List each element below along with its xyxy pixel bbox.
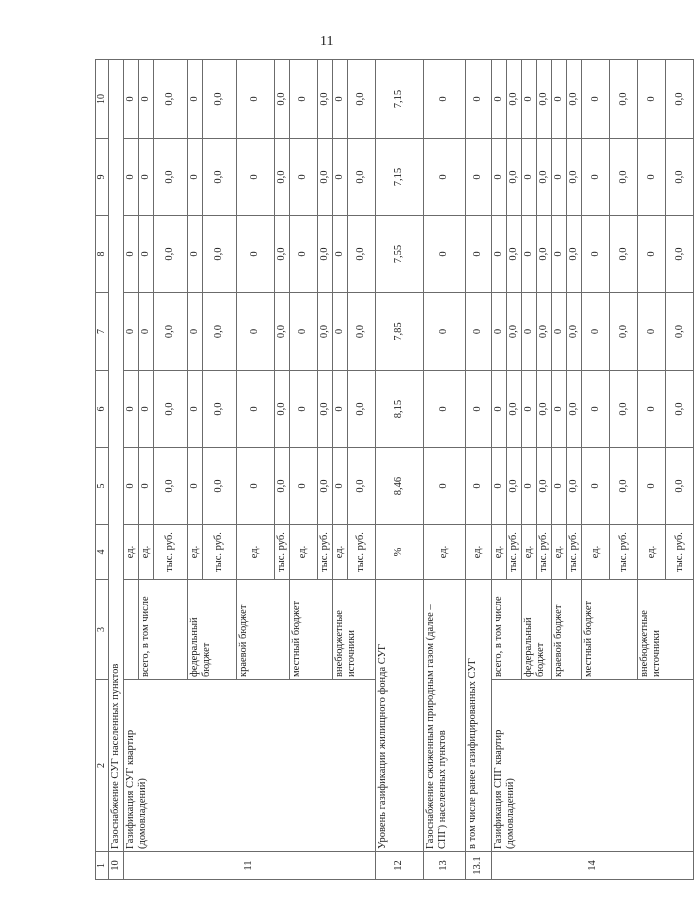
value-cell: 0 bbox=[236, 371, 274, 448]
value-cell: 0 bbox=[638, 371, 666, 448]
value-cell: 7,15 bbox=[375, 139, 423, 216]
value-cell: 0,0 bbox=[507, 60, 522, 139]
value-cell: 0 bbox=[638, 60, 666, 139]
value-cell: 0,0 bbox=[610, 60, 638, 139]
value-cell: 0,0 bbox=[347, 371, 375, 448]
value-cell: 0 bbox=[582, 448, 610, 525]
value-cell: 0 bbox=[332, 60, 347, 139]
unit-cell: тыс. руб. bbox=[347, 525, 375, 580]
row-number: 14 bbox=[491, 852, 693, 880]
source-label: местный бюджет bbox=[582, 580, 638, 680]
value-cell: 0 bbox=[552, 293, 567, 371]
table-body bbox=[96, 60, 694, 880]
value-cell: 0,0 bbox=[202, 371, 236, 448]
value-cell: 0 bbox=[187, 371, 202, 448]
value-cell: 0 bbox=[332, 293, 347, 371]
value-cell: 0 bbox=[491, 293, 506, 371]
value-cell: 0 bbox=[423, 139, 465, 216]
value-cell: 0 bbox=[236, 293, 274, 371]
value-cell: 0 bbox=[187, 293, 202, 371]
unit-cell: ед. bbox=[465, 525, 491, 580]
value-cell: 0 bbox=[522, 371, 537, 448]
page-number: 11 bbox=[320, 34, 334, 49]
value-cell: 0,0 bbox=[567, 448, 582, 525]
value-cell: 0 bbox=[638, 448, 666, 525]
value-cell: 0,0 bbox=[317, 293, 332, 371]
value-cell: 0 bbox=[491, 60, 506, 139]
value-cell: 0,0 bbox=[202, 60, 236, 139]
value-cell: 0 bbox=[638, 293, 666, 371]
value-cell: 0,0 bbox=[347, 60, 375, 139]
value-cell: 0,0 bbox=[567, 371, 582, 448]
value-cell: 0,0 bbox=[537, 60, 552, 139]
value-cell: 0,0 bbox=[274, 216, 289, 293]
source-label: всего, в том числе bbox=[491, 580, 521, 680]
unit-cell: тыс. руб. bbox=[153, 525, 187, 580]
source-label: краевой бюджет bbox=[236, 580, 289, 680]
row-12 bbox=[375, 60, 423, 880]
value-cell: 0 bbox=[522, 293, 537, 371]
header-cell: 4 bbox=[96, 525, 109, 580]
value-cell: 0,0 bbox=[537, 216, 552, 293]
value-cell: 0 bbox=[582, 371, 610, 448]
value-cell: 0 bbox=[582, 293, 610, 371]
unit-cell: ед. bbox=[552, 525, 567, 580]
value-cell: 0 bbox=[332, 448, 347, 525]
value-cell: 0 bbox=[332, 139, 347, 216]
value-cell: 0,0 bbox=[507, 448, 522, 525]
header-cell: 7 bbox=[96, 293, 109, 371]
value-cell: 0,0 bbox=[153, 216, 187, 293]
value-cell: 0 bbox=[289, 60, 317, 139]
value-cell: 0 bbox=[138, 293, 153, 371]
value-cell: 0,0 bbox=[347, 448, 375, 525]
value-cell: 0 bbox=[582, 216, 610, 293]
value-cell: 0,0 bbox=[317, 60, 332, 139]
value-cell: 7,55 bbox=[375, 216, 423, 293]
unit-cell: ед. bbox=[638, 525, 666, 580]
value-cell: 0,0 bbox=[153, 139, 187, 216]
value-cell: 0,0 bbox=[274, 448, 289, 525]
value-cell: 0 bbox=[236, 60, 274, 139]
value-cell: 0,0 bbox=[347, 293, 375, 371]
value-cell: 0,0 bbox=[666, 448, 694, 525]
value-cell: 0 bbox=[138, 139, 153, 216]
rotated-table-wrapper bbox=[95, 60, 685, 880]
value-cell: 0 bbox=[465, 60, 491, 139]
row-title: в том числе ранее газифицированных СУГ bbox=[465, 580, 491, 852]
value-cell: 0 bbox=[289, 448, 317, 525]
value-cell: 0 bbox=[332, 216, 347, 293]
row-13 bbox=[423, 60, 465, 880]
value-cell: 0 bbox=[187, 216, 202, 293]
value-cell: 0,0 bbox=[507, 139, 522, 216]
value-cell: 0,0 bbox=[537, 448, 552, 525]
value-cell: 0,0 bbox=[153, 448, 187, 525]
row-14-line bbox=[491, 60, 506, 880]
unit-cell: тыс. руб. bbox=[610, 525, 638, 580]
value-cell: 0 bbox=[187, 139, 202, 216]
value-cell: 0,0 bbox=[610, 139, 638, 216]
header-cell: 6 bbox=[96, 371, 109, 448]
value-cell: 0,0 bbox=[666, 371, 694, 448]
value-cell: 0 bbox=[423, 60, 465, 139]
value-cell: 7,85 bbox=[375, 293, 423, 371]
value-cell: 0,0 bbox=[153, 60, 187, 139]
header-cell: 2 bbox=[96, 680, 109, 852]
value-cell: 0 bbox=[138, 216, 153, 293]
row-number: 12 bbox=[375, 852, 423, 880]
value-cell: 0,0 bbox=[666, 293, 694, 371]
value-cell: 0 bbox=[423, 371, 465, 448]
row-number: 11 bbox=[123, 852, 375, 880]
unit-cell: тыс. руб. bbox=[274, 525, 289, 580]
row-number: 10 bbox=[108, 852, 123, 880]
value-cell: 0 bbox=[522, 216, 537, 293]
value-cell: 0 bbox=[465, 371, 491, 448]
unit-cell: тыс. руб. bbox=[202, 525, 236, 580]
value-cell: 0 bbox=[236, 139, 274, 216]
row-title: Газоснабжение сжиженным природным газом (далее – СПГ) населенных пунктов bbox=[423, 580, 465, 852]
unit-cell: ед. bbox=[138, 525, 153, 580]
unit-cell: ед. bbox=[491, 525, 506, 580]
unit-cell: ед. bbox=[187, 525, 202, 580]
value-cell: 0,0 bbox=[347, 139, 375, 216]
value-cell: 0 bbox=[522, 448, 537, 525]
header-cell: 9 bbox=[96, 139, 109, 216]
header-cell: 3 bbox=[96, 580, 109, 680]
value-cell: 0 bbox=[138, 60, 153, 139]
value-cell: 0,0 bbox=[537, 293, 552, 371]
source-label: краевой бюджет bbox=[552, 580, 582, 680]
value-cell: 0 bbox=[582, 60, 610, 139]
source-label: местный бюджет bbox=[289, 580, 332, 680]
value-cell: 0,0 bbox=[202, 139, 236, 216]
value-cell: 0 bbox=[123, 293, 138, 371]
value-cell: 0 bbox=[332, 371, 347, 448]
value-cell: 0 bbox=[491, 139, 506, 216]
value-cell: 0 bbox=[289, 216, 317, 293]
value-cell: 0,0 bbox=[507, 293, 522, 371]
value-cell: 0 bbox=[522, 139, 537, 216]
value-cell: 0 bbox=[123, 216, 138, 293]
value-cell: 0,0 bbox=[610, 216, 638, 293]
value-cell: 0,0 bbox=[274, 371, 289, 448]
value-cell: 0 bbox=[187, 60, 202, 139]
row-10 bbox=[108, 60, 123, 880]
row-title: Газификация СУГ квартир (домовладений) bbox=[123, 680, 375, 852]
value-cell: 0,0 bbox=[317, 448, 332, 525]
value-cell: 0 bbox=[491, 448, 506, 525]
value-cell: 0,0 bbox=[567, 139, 582, 216]
value-cell: 0 bbox=[552, 448, 567, 525]
unit-cell: ед. bbox=[123, 525, 138, 580]
value-cell: 0 bbox=[423, 293, 465, 371]
value-cell: 0,0 bbox=[567, 60, 582, 139]
value-cell: 0,0 bbox=[153, 293, 187, 371]
value-cell: 7,15 bbox=[375, 60, 423, 139]
unit-cell: ед. bbox=[582, 525, 610, 580]
value-cell: 0 bbox=[123, 60, 138, 139]
unit-cell: тыс. руб. bbox=[317, 525, 332, 580]
row-number: 13 bbox=[423, 852, 465, 880]
value-cell: 0 bbox=[123, 371, 138, 448]
header-row bbox=[96, 60, 109, 880]
value-cell: 0,0 bbox=[274, 60, 289, 139]
unit-cell: ед. bbox=[236, 525, 274, 580]
value-cell: 0,0 bbox=[666, 139, 694, 216]
unit-cell: тыс. руб. bbox=[537, 525, 552, 580]
value-cell: 0 bbox=[289, 139, 317, 216]
value-cell: 0 bbox=[138, 448, 153, 525]
value-cell: 0 bbox=[582, 139, 610, 216]
row-title: Газификация СПГ квартир (домовладений) bbox=[491, 680, 693, 852]
value-cell: 0,0 bbox=[507, 216, 522, 293]
indicators-table bbox=[95, 59, 694, 880]
unit-cell: тыс. руб. bbox=[567, 525, 582, 580]
empty-cell bbox=[123, 580, 138, 680]
value-cell: 0 bbox=[123, 139, 138, 216]
unit-cell: ед. bbox=[423, 525, 465, 580]
value-cell: 0 bbox=[491, 371, 506, 448]
value-cell: 0 bbox=[289, 293, 317, 371]
row-title: Уровень газификации жилищного фонда СУГ bbox=[375, 580, 423, 852]
value-cell: 0 bbox=[638, 216, 666, 293]
value-cell: 0,0 bbox=[666, 60, 694, 139]
source-label: федеральный бюджет bbox=[187, 580, 236, 680]
row-number: 13.1 bbox=[465, 852, 491, 880]
row-13-1 bbox=[465, 60, 491, 880]
value-cell: 0 bbox=[491, 216, 506, 293]
value-cell: 0,0 bbox=[347, 216, 375, 293]
value-cell: 0 bbox=[552, 139, 567, 216]
header-cell: 5 bbox=[96, 448, 109, 525]
value-cell: 0 bbox=[522, 60, 537, 139]
value-cell: 0,0 bbox=[537, 139, 552, 216]
value-cell: 0,0 bbox=[202, 216, 236, 293]
value-cell: 0,0 bbox=[317, 371, 332, 448]
value-cell: 0 bbox=[638, 139, 666, 216]
value-cell: 0,0 bbox=[610, 293, 638, 371]
value-cell: 0,0 bbox=[202, 448, 236, 525]
value-cell: 0 bbox=[465, 448, 491, 525]
value-cell: 0,0 bbox=[537, 371, 552, 448]
value-cell: 0 bbox=[123, 448, 138, 525]
section-title: Газоснабжение СУГ населенных пунктов bbox=[108, 60, 123, 852]
unit-cell: ед. bbox=[332, 525, 347, 580]
value-cell: 0,0 bbox=[507, 371, 522, 448]
value-cell: 0 bbox=[552, 60, 567, 139]
source-label: федеральный бюджет bbox=[522, 580, 552, 680]
value-cell: 0 bbox=[423, 448, 465, 525]
value-cell: 0,0 bbox=[567, 216, 582, 293]
value-cell: 0 bbox=[423, 216, 465, 293]
value-cell: 0 bbox=[552, 216, 567, 293]
value-cell: 0 bbox=[465, 293, 491, 371]
value-cell: 0,0 bbox=[666, 216, 694, 293]
value-cell: 0,0 bbox=[274, 139, 289, 216]
value-cell: 0,0 bbox=[567, 293, 582, 371]
value-cell: 0 bbox=[236, 448, 274, 525]
value-cell: 0 bbox=[465, 216, 491, 293]
value-cell: 8,15 bbox=[375, 371, 423, 448]
value-cell: 0 bbox=[552, 371, 567, 448]
unit-cell: ед. bbox=[522, 525, 537, 580]
source-label: внебюджетные источники bbox=[638, 580, 694, 680]
value-cell: 0 bbox=[187, 448, 202, 525]
value-cell: 8,46 bbox=[375, 448, 423, 525]
row-11-line bbox=[123, 60, 138, 880]
value-cell: 0 bbox=[236, 216, 274, 293]
value-cell: 0 bbox=[138, 371, 153, 448]
value-cell: 0,0 bbox=[202, 293, 236, 371]
value-cell: 0 bbox=[289, 371, 317, 448]
header-cell: 10 bbox=[96, 60, 109, 139]
value-cell: 0,0 bbox=[317, 216, 332, 293]
unit-cell: тыс. руб. bbox=[666, 525, 694, 580]
header-cell: 8 bbox=[96, 216, 109, 293]
unit-cell: тыс. руб. bbox=[507, 525, 522, 580]
source-label: всего, в том числе bbox=[138, 580, 187, 680]
value-cell: 0,0 bbox=[610, 371, 638, 448]
value-cell: 0,0 bbox=[153, 371, 187, 448]
header-cell: 1 bbox=[96, 852, 109, 880]
value-cell: 0 bbox=[465, 139, 491, 216]
unit-cell: ед. bbox=[289, 525, 317, 580]
source-label: внебюджетные источники bbox=[332, 580, 375, 680]
value-cell: 0,0 bbox=[610, 448, 638, 525]
value-cell: 0,0 bbox=[274, 293, 289, 371]
value-cell: 0,0 bbox=[317, 139, 332, 216]
unit-cell: % bbox=[375, 525, 423, 580]
